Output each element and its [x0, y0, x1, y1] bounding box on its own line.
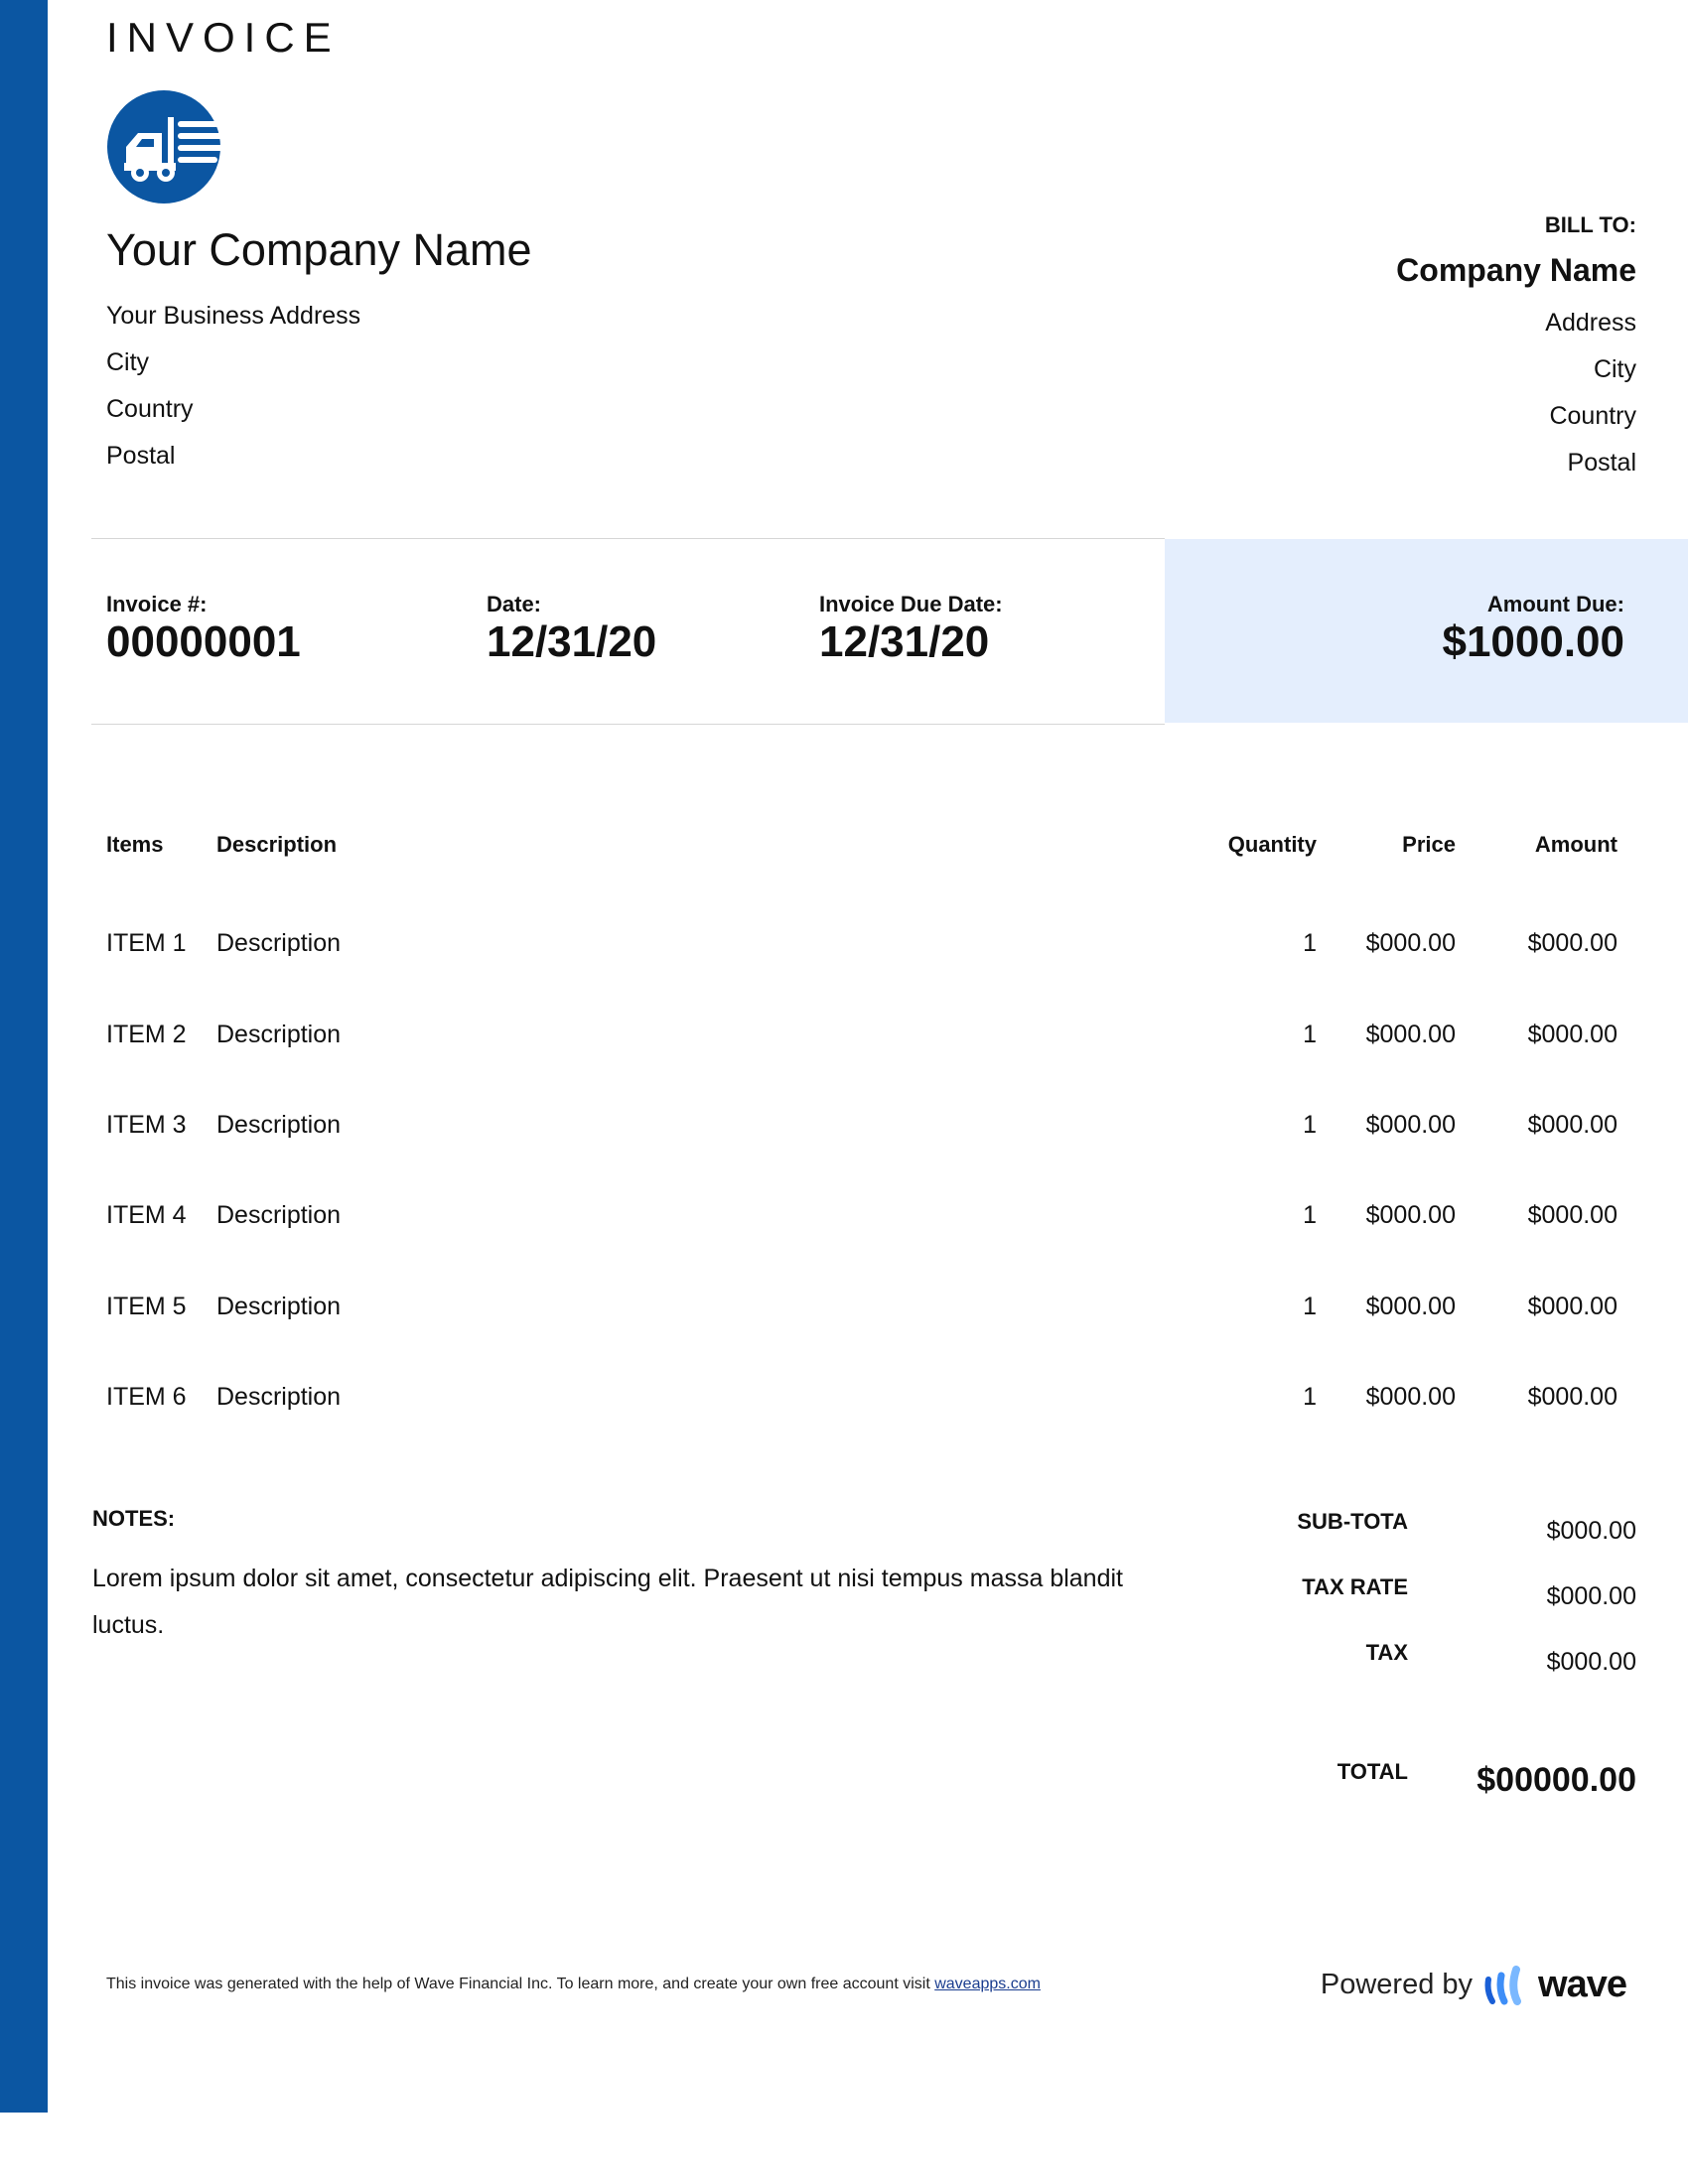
- row-quantity: 1: [1303, 1111, 1317, 1139]
- accent-sidebar: [0, 0, 48, 2113]
- column-header-amount: Amount: [1534, 832, 1618, 857]
- amount-due: $1000.00: [1442, 617, 1624, 666]
- total-value: $00000.00: [1477, 1761, 1636, 1799]
- column-header-items: Items: [106, 832, 164, 857]
- row-item: ITEM 2: [106, 1021, 187, 1048]
- row-description: Description: [216, 1021, 342, 1048]
- due-date-label: Invoice Due Date:: [819, 592, 1003, 616]
- column-header-price: Price: [1402, 832, 1456, 857]
- sender-address: Your Business Address: [106, 302, 361, 330]
- row-quantity: 1: [1303, 1021, 1317, 1048]
- row-item: ITEM 3: [106, 1111, 187, 1139]
- notes-text: Lorem ipsum dolor sit amet, consectetur adipiscing elit. Praesent ut nisi tempus massa blandit luctus.: [92, 1565, 1123, 1639]
- footer-note: [106, 1976, 1041, 1993]
- powered-by-wave[interactable]: [1321, 1964, 1626, 2006]
- bill-to-address: Address: [1545, 309, 1636, 337]
- row-item: ITEM 4: [106, 1201, 187, 1229]
- due-date: 12/31/20: [819, 617, 990, 666]
- subtotal-value: $000.00: [1546, 1517, 1636, 1545]
- tax-value: $000.00: [1546, 1648, 1636, 1676]
- bill-to-country: Country: [1549, 402, 1636, 430]
- amount-due-label: Amount Due:: [1486, 592, 1624, 616]
- subtotal-label: SUB-TOTA: [1297, 1509, 1408, 1534]
- sender-city: City: [106, 348, 150, 376]
- row-item: ITEM 1: [106, 929, 187, 957]
- row-amount: $000.00: [1527, 1111, 1618, 1139]
- wave-wordmark: wave: [1538, 1964, 1626, 2005]
- wave-logo-icon: [1482, 1966, 1528, 2005]
- date-label: Date:: [487, 592, 542, 616]
- row-description: Description: [216, 1293, 342, 1320]
- waveapps-link[interactable]: waveapps.com: [934, 1976, 1041, 1992]
- notes-label: NOTES:: [92, 1506, 176, 1531]
- sender-company-name: Your Company Name: [106, 224, 532, 275]
- sender-postal: Postal: [106, 442, 176, 470]
- invoice-date: 12/31/20: [487, 617, 657, 666]
- row-quantity: 1: [1303, 1383, 1317, 1411]
- invoice-number: 00000001: [106, 617, 301, 666]
- row-quantity: 1: [1303, 1201, 1317, 1229]
- powered-by-label: Powered by: [1320, 1969, 1474, 2000]
- row-quantity: 1: [1303, 929, 1317, 957]
- bill-to-label: BILL TO:: [1544, 212, 1636, 237]
- row-item: ITEM 6: [106, 1383, 187, 1411]
- column-header-quantity: Quantity: [1227, 832, 1317, 857]
- row-price: $000.00: [1365, 1383, 1456, 1411]
- row-amount: $000.00: [1527, 1201, 1618, 1229]
- bill-to-postal: Postal: [1567, 449, 1636, 477]
- row-price: $000.00: [1365, 1111, 1456, 1139]
- tax-rate-label: TAX RATE: [1302, 1574, 1408, 1599]
- row-description: Description: [216, 1201, 342, 1229]
- row-item: ITEM 5: [106, 1293, 187, 1320]
- sender-country: Country: [106, 395, 194, 423]
- row-description: Description: [216, 929, 342, 957]
- total-label: TOTAL: [1336, 1759, 1408, 1784]
- column-header-description: Description: [216, 832, 338, 857]
- bill-to-city: City: [1593, 355, 1636, 383]
- row-amount: $000.00: [1527, 929, 1618, 957]
- tax-label: TAX: [1365, 1640, 1408, 1665]
- row-price: $000.00: [1365, 929, 1456, 957]
- footer-text: This invoice was generated with the help of Wave Financial Inc. To learn more, and create your own free account visit: [106, 1976, 930, 1992]
- row-description: Description: [216, 1383, 342, 1411]
- tax-rate-value: $000.00: [1546, 1582, 1636, 1610]
- bill-to-company: Company Name: [1396, 252, 1636, 288]
- invoice-number-label: Invoice #:: [106, 592, 208, 616]
- document-title: INVOICE: [106, 14, 341, 61]
- truck-icon: [106, 89, 229, 205]
- row-description: Description: [216, 1111, 342, 1139]
- row-amount: $000.00: [1527, 1293, 1618, 1320]
- row-price: $000.00: [1365, 1021, 1456, 1048]
- row-amount: $000.00: [1527, 1021, 1618, 1048]
- row-quantity: 1: [1303, 1293, 1317, 1320]
- row-amount: $000.00: [1527, 1383, 1618, 1411]
- row-price: $000.00: [1365, 1201, 1456, 1229]
- row-price: $000.00: [1365, 1293, 1456, 1320]
